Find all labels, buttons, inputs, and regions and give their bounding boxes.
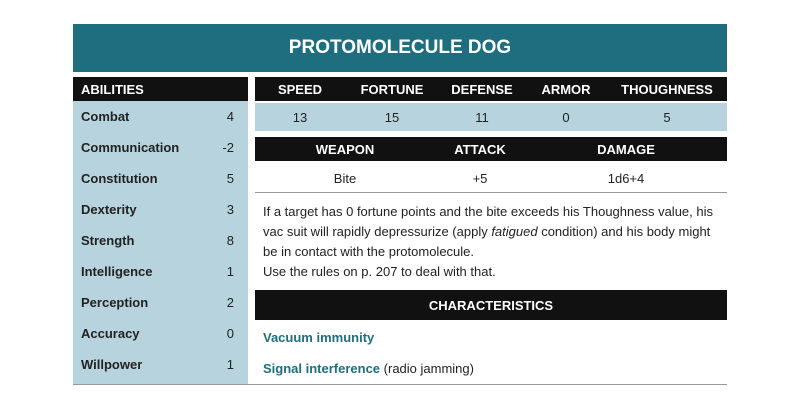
ability-value: 1 — [226, 357, 234, 372]
ability-name: Intelligence — [81, 264, 153, 279]
characteristic-item — [263, 361, 474, 376]
stats-value-row — [255, 103, 727, 131]
ability-row — [73, 287, 248, 318]
stat-value-speed: 13 — [292, 109, 308, 125]
ability-row — [73, 318, 248, 349]
weapon-header-damage: DAMAGE — [597, 141, 655, 157]
weapon-header-attack: ATTACK — [454, 141, 506, 157]
ability-value: 0 — [226, 326, 234, 341]
characteristic-item — [263, 330, 374, 345]
weapon-attack: +5 — [472, 170, 488, 186]
ability-value: 5 — [226, 171, 234, 186]
ability-name: Willpower — [81, 357, 143, 372]
description-paragraph: If a target has 0 fortune points and the bite exceeds his Thoughness value, his vac suit will rapidly depressurize (apply fatigued condition) and his body might be in contact with the protomolecule. — [263, 204, 713, 259]
abilities-panel — [73, 77, 248, 384]
stat-header-fortune: FORTUNE — [360, 81, 424, 97]
ability-name: Perception — [81, 295, 149, 310]
ability-name: Communication — [81, 140, 180, 155]
ability-row — [73, 256, 248, 287]
ability-name: Strength — [81, 233, 135, 248]
stats-header-row — [255, 77, 727, 101]
card-title: PROTOMOLECULE DOG — [73, 24, 727, 72]
ability-name: Dexterity — [81, 202, 137, 217]
stat-header-speed: SPEED — [277, 81, 323, 97]
characteristic-name: Vacuum immunity — [263, 330, 375, 345]
ability-row — [73, 101, 248, 132]
weapon-header-weapon: WEAPON — [315, 141, 375, 157]
bottom-divider — [73, 384, 727, 385]
stat-value-armor: 0 — [562, 109, 570, 125]
ability-value: 3 — [226, 202, 234, 217]
stat-value-thoughness: 5 — [663, 109, 671, 125]
abilities-header: ABILITIES — [73, 77, 248, 101]
description-rules-line: Use the rules on p. 207 to deal with that. — [263, 264, 496, 279]
stat-value-defense: 11 — [475, 109, 489, 125]
weapon-description — [263, 202, 727, 282]
ability-value: 1 — [226, 264, 234, 279]
stat-header-thoughness: THOUGHNESS — [621, 81, 713, 97]
characteristic-name: Signal interference — [263, 361, 381, 376]
ability-row — [73, 194, 248, 225]
ability-name: Combat — [81, 109, 130, 124]
weapon-row — [255, 164, 727, 193]
stat-header-defense: DEFENSE — [451, 81, 513, 97]
stat-block-card — [73, 24, 727, 384]
ability-row — [73, 163, 248, 194]
ability-value: 2 — [226, 295, 234, 310]
stat-value-fortune: 15 — [384, 109, 400, 125]
ability-row — [73, 225, 248, 256]
characteristics-header: CHARACTERISTICS — [255, 290, 727, 320]
ability-value: -2 — [222, 140, 234, 155]
ability-name: Constitution — [81, 171, 158, 186]
weapon-name: Bite — [333, 170, 357, 186]
weapon-damage: 1d6+4 — [607, 170, 645, 186]
ability-value: 8 — [226, 233, 234, 248]
ability-row — [73, 349, 248, 380]
ability-name: Accuracy — [81, 326, 140, 341]
ability-row — [73, 132, 248, 163]
weapon-header-row — [255, 137, 727, 161]
ability-value: 4 — [226, 109, 234, 124]
stat-header-armor: ARMOR — [541, 81, 591, 97]
condition-emphasis: fatigued — [491, 224, 538, 239]
characteristic-note: (radio jamming) — [380, 361, 474, 376]
